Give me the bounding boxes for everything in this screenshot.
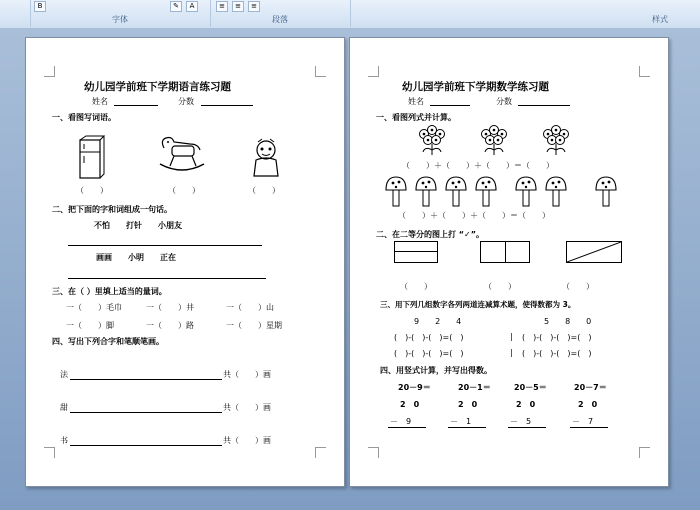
mushroom-icon xyxy=(416,177,436,206)
answer-paren: （ ） xyxy=(562,282,594,291)
subtraction-blank: ( )-( )-( )=( ) xyxy=(522,333,592,342)
question-1-heading: 一、看图写词语。 xyxy=(52,113,116,122)
question-3-heading: 三、用下列几组数字各列两道连减算术题，使得数都为 3。 xyxy=(380,300,576,309)
stroke-total: 共（ ）画 xyxy=(223,436,271,445)
number-set-left: 9 2 4 xyxy=(414,317,462,326)
cartoon-figure-picture xyxy=(246,138,286,180)
crop-mark xyxy=(44,66,55,77)
ribbon xyxy=(0,0,700,29)
subtraction-blank: ( )-( )-( )=( ) xyxy=(394,349,464,358)
equation-2: （ ）＋（ ）＋（ ）＝（ ） xyxy=(398,211,550,220)
measure-word-item: 一（ ）山 xyxy=(226,303,274,312)
shape-rect-3[interactable] xyxy=(566,241,622,263)
question-4-heading: 四、用竖式计算，并写出得数。 xyxy=(380,366,492,375)
ribbon-group-paragraph xyxy=(210,0,351,27)
measure-word-item: 一（ ）脚 xyxy=(66,321,114,330)
stroke-line[interactable] xyxy=(70,445,222,446)
calc-underline xyxy=(570,427,608,428)
name-label: 姓名 xyxy=(408,97,424,106)
mushroom-picture-row xyxy=(386,176,626,210)
mushroom-icon xyxy=(476,177,496,206)
page-left xyxy=(25,37,345,487)
stroke-char: 法 xyxy=(60,370,68,379)
name-blank xyxy=(430,105,470,106)
rocking-horse-picture xyxy=(156,134,206,174)
stroke-total: 共（ ）画 xyxy=(223,370,271,379)
mushroom-icon xyxy=(516,177,536,206)
score-blank xyxy=(518,105,570,106)
fridge-picture xyxy=(78,136,104,180)
shape-rect-2[interactable] xyxy=(480,241,530,263)
font-color-icon[interactable]: A xyxy=(186,1,198,12)
subtraction-blank: ( )-( )-( )=( ) xyxy=(522,349,592,358)
answer-paren: （ ） xyxy=(76,186,108,195)
word-group-1: 不怕 打针 小朋友 xyxy=(94,221,182,230)
shape-rect-1[interactable] xyxy=(394,241,438,263)
answer-paren: （ ） xyxy=(168,186,200,195)
bold-icon[interactable]: B xyxy=(34,1,46,12)
score-label: 分数 xyxy=(496,97,512,106)
crop-mark xyxy=(44,447,55,458)
vertical-calc-bottom: － 1 xyxy=(450,417,472,426)
vertical-calc-top: 2 0 xyxy=(400,400,420,409)
sentence-line[interactable] xyxy=(68,245,262,246)
answer-paren: （ ） xyxy=(248,186,280,195)
number-set-right: 5 8 0 xyxy=(544,317,592,326)
flower-icon xyxy=(482,126,507,156)
vertical-calc-bottom: － 5 xyxy=(510,417,532,426)
separator: | xyxy=(510,348,513,357)
stroke-char: 甜 xyxy=(60,403,68,412)
question-2-heading: 二、在二等分的图上打 “✓”。 xyxy=(376,230,485,239)
ribbon-group-label: 段落 xyxy=(272,15,288,24)
answer-paren: （ ） xyxy=(400,282,432,291)
page-right xyxy=(349,37,669,487)
vertical-calc-top: 2 0 xyxy=(516,400,536,409)
ribbon-group-clipboard xyxy=(0,0,31,27)
flower-icon xyxy=(544,126,569,156)
calc-underline xyxy=(388,427,426,428)
name-label: 姓名 xyxy=(92,97,108,106)
stroke-total: 共（ ）画 xyxy=(223,403,271,412)
calc-underline xyxy=(508,427,546,428)
word-group-2: 画画 小明 正在 xyxy=(96,253,176,262)
subtraction-blank: ( )-( )-( )=( ) xyxy=(394,333,464,342)
measure-word-item: 一（ ）毛巾 xyxy=(66,303,122,312)
vertical-calc-top: 2 0 xyxy=(458,400,478,409)
page-title: 幼儿园学前班下学期语言练习题 xyxy=(84,81,231,93)
crop-mark xyxy=(368,447,379,458)
vertical-calc-expr: 20－7＝ xyxy=(574,383,607,392)
mushroom-icon xyxy=(596,177,616,206)
name-blank xyxy=(114,105,158,106)
stroke-char: 书 xyxy=(60,436,68,445)
mushroom-icon xyxy=(386,177,406,206)
crop-mark xyxy=(315,447,326,458)
mushroom-icon xyxy=(446,177,466,206)
flower-icon xyxy=(420,126,445,156)
question-1-heading: 一、看图列式并计算。 xyxy=(376,113,456,122)
score-label: 分数 xyxy=(178,97,194,106)
ribbon-group-font xyxy=(30,0,211,27)
vertical-calc-bottom: － 7 xyxy=(572,417,594,426)
ribbon-group-styles xyxy=(350,0,700,27)
sentence-line[interactable] xyxy=(68,278,266,279)
align-left-icon[interactable]: ≡ xyxy=(216,1,228,12)
stroke-line[interactable] xyxy=(70,379,222,380)
stroke-line[interactable] xyxy=(70,412,222,413)
measure-word-item: 一（ ）路 xyxy=(146,321,194,330)
vertical-calc-expr: 20－9＝ xyxy=(398,383,431,392)
score-blank xyxy=(201,105,253,106)
highlight-icon[interactable]: ✎ xyxy=(170,1,182,12)
align-right-icon[interactable]: ≡ xyxy=(248,1,260,12)
crop-mark xyxy=(315,66,326,77)
mushroom-icon xyxy=(546,177,566,206)
answer-paren: （ ） xyxy=(484,282,516,291)
question-4-heading: 四、写出下列合字和笔顺笔画。 xyxy=(52,337,164,346)
equation-1: （ ）＋（ ）＋（ ）＝（ ） xyxy=(402,161,554,170)
question-3-heading: 三、在（ ）里填上适当的量词。 xyxy=(52,287,167,296)
ribbon-group-label: 样式 xyxy=(652,15,668,24)
crop-mark xyxy=(639,66,650,77)
measure-word-item: 一（ ）井 xyxy=(146,303,194,312)
separator: | xyxy=(510,332,513,341)
question-2-heading: 二、把下面的字和词组成一句话。 xyxy=(52,205,172,214)
ribbon-group-label: 字体 xyxy=(112,15,128,24)
flower-picture-row xyxy=(416,126,616,156)
align-center-icon[interactable]: ≡ xyxy=(232,1,244,12)
crop-mark xyxy=(368,66,379,77)
vertical-calc-expr: 20－5＝ xyxy=(514,383,547,392)
measure-word-item: 一（ ）星期 xyxy=(226,321,282,330)
calc-underline xyxy=(448,427,486,428)
page-title: 幼儿园学前班下学期数学练习题 xyxy=(402,81,549,93)
vertical-calc-bottom: － 9 xyxy=(390,417,412,426)
crop-mark xyxy=(639,447,650,458)
vertical-calc-expr: 20－1＝ xyxy=(458,383,491,392)
vertical-calc-top: 2 0 xyxy=(578,400,598,409)
